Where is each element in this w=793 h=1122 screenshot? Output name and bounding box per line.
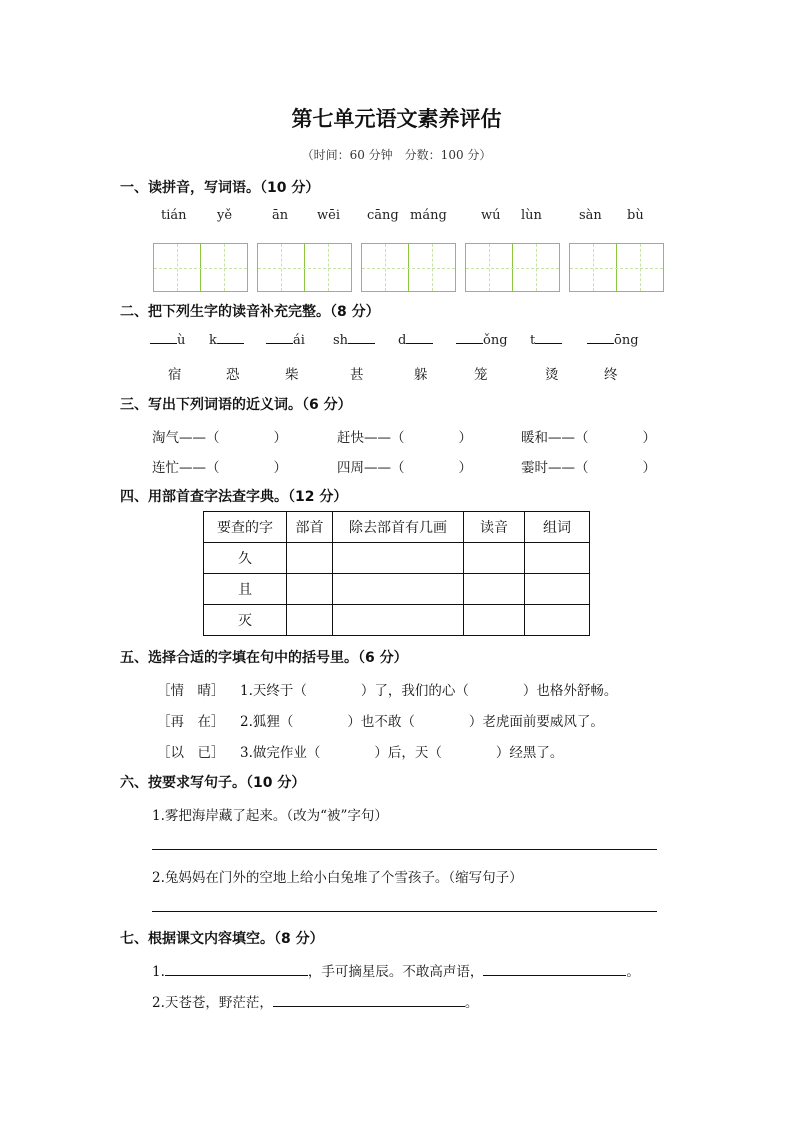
table-cell-blank[interactable] [525,543,590,574]
table-cell-char: 灭 [204,605,287,636]
character: 躲 [414,367,428,383]
character: 宿 [168,367,182,383]
fill-line-1: 1. ，手可摘星辰。不敢高声语， 。 [152,964,640,980]
character: 柴 [285,367,299,383]
writing-box[interactable] [153,243,248,292]
character: 甚 [350,367,364,383]
character: 笼 [474,367,488,383]
table-row [204,605,590,636]
synonym-item[interactable]: 连忙——（ ） [152,460,287,476]
section-7-heading: 七、根据课文内容填空。（8 分） [120,931,324,947]
character: 烫 [545,367,559,383]
choice-options: ［再 在］ [157,714,225,730]
table-cell-blank[interactable] [525,574,590,605]
choice-options: ［情 晴］ [157,683,225,699]
column-header: 除去部首有几画 [333,512,464,543]
pinyin: tián [161,208,187,223]
pinyin-fill[interactable]: t [530,333,562,348]
answer-blank[interactable] [483,975,626,976]
pinyin-fill[interactable]: sh [333,333,375,348]
table-cell-blank[interactable] [464,605,525,636]
synonym-item[interactable]: 暖和——（ ） [521,430,656,446]
answer-blank[interactable] [165,975,308,976]
page-title: 第七单元语文素养评估 [291,107,502,131]
answer-blank[interactable] [273,1006,465,1007]
writing-box[interactable] [465,243,560,292]
column-header: 组词 [525,512,590,543]
pinyin-fill[interactable]: ǒng [456,333,508,348]
pinyin: wú [481,208,501,223]
answer-line[interactable] [152,849,657,850]
character: 终 [604,367,618,383]
table-cell-blank[interactable] [287,605,333,636]
question-2: 2.兔妈妈在门外的空地上给小白兔堆了个雪孩子。（缩写句子） [152,870,523,886]
section-6-heading: 六、按要求写句子。（10 分） [120,775,306,791]
column-header: 读音 [464,512,525,543]
pinyin: cāng [367,208,399,223]
table-cell-blank[interactable] [333,574,464,605]
section-5-heading: 五、选择合适的字填在句中的括号里。（6 分） [120,650,408,666]
table-row [204,574,590,605]
section-4-heading: 四、用部首查字法查字典。（12 分） [120,489,348,505]
table-cell-blank[interactable] [287,543,333,574]
table-cell-blank[interactable] [464,543,525,574]
synonym-item[interactable]: 淘气——（ ） [152,430,287,446]
table-header-row [204,512,590,543]
choice-options: ［以 已］ [157,745,225,761]
table-row [204,543,590,574]
pinyin-fill[interactable]: d [398,333,433,348]
pinyin-fill[interactable]: ù [150,333,185,348]
pinyin-fill[interactable]: ái [266,333,305,348]
table-cell-char: 且 [204,574,287,605]
section-2-heading: 二、把下列生字的读音补充完整。（8 分） [120,304,380,320]
pinyin: yě [217,208,233,223]
section-3-heading: 三、写出下列词语的近义词。（6 分） [120,397,352,413]
pinyin: lùn [521,208,542,223]
character: 恐 [226,367,240,383]
pinyin: wēi [317,208,340,223]
section-1-heading: 一、读拼音，写词语。（10 分） [120,180,320,196]
pinyin: máng [410,208,447,223]
writing-box[interactable] [361,243,456,292]
pinyin: ān [272,208,289,223]
question-1: 1.雾把海岸藏了起来。（改为“被”字句） [152,808,388,824]
column-header: 要查的字 [204,512,287,543]
table-cell-blank[interactable] [333,605,464,636]
fill-sentence[interactable]: 3.做完作业（ ）后，天（ ）经黑了。 [240,745,564,761]
table-cell-blank[interactable] [287,574,333,605]
fill-sentence[interactable]: 1.天终于（ ）了，我们的心（ ）也格外舒畅。 [240,683,618,699]
table-cell-blank[interactable] [464,574,525,605]
fill-sentence[interactable]: 2.狐狸（ ）也不敢（ ）老虎面前要威风了。 [240,714,604,730]
pinyin: bù [627,208,644,223]
table-cell-blank[interactable] [333,543,464,574]
writing-box[interactable] [257,243,352,292]
fill-line-2: 2.天苍苍，野茫茫， 。 [152,995,479,1011]
table-cell-blank[interactable] [525,605,590,636]
writing-box[interactable] [569,243,664,292]
answer-line[interactable] [152,911,657,912]
pinyin: sàn [579,208,602,223]
synonym-item[interactable]: 四周——（ ） [337,460,472,476]
column-header: 部首 [287,512,333,543]
synonym-item[interactable]: 霎时——（ ） [521,460,656,476]
synonym-item[interactable]: 赶快——（ ） [337,430,472,446]
pinyin-fill[interactable]: ōng [587,333,639,348]
pinyin-fill[interactable]: k [209,333,244,348]
table-cell-char: 久 [204,543,287,574]
dictionary-table [203,511,590,636]
exam-info: （时间：60 分钟 分数：100 分） [301,148,492,162]
